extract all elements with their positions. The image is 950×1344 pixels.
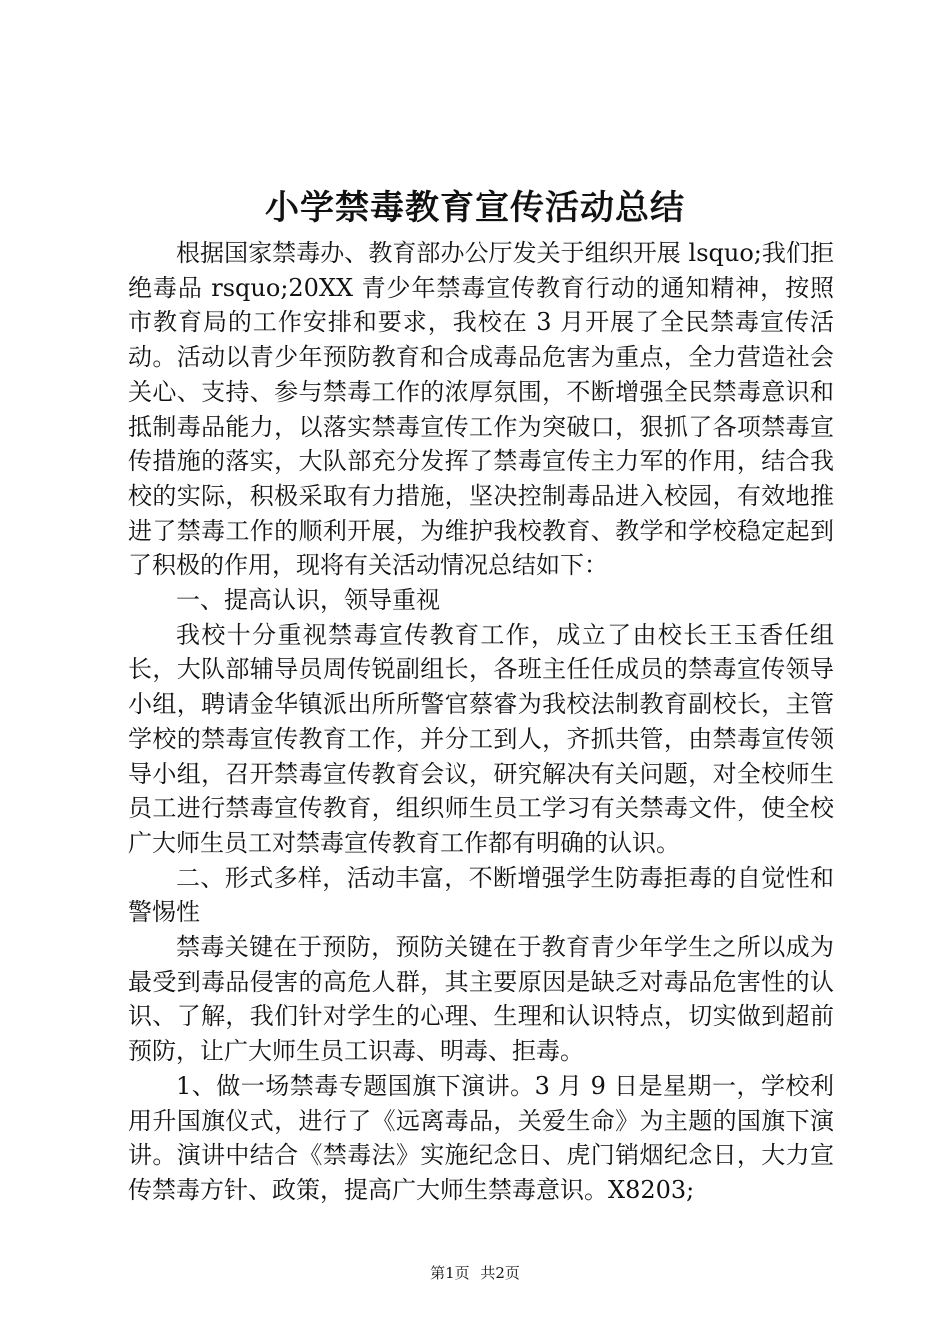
- paragraph-intro: 根据国家禁毒办、教育部办公厅发关于组织开展 lsquo;我们拒绝毒品 rsquo;20XX 青少年禁毒宣传教育行动的通知精神，按照市教育局的工作安排和要求，我校在 3 月开展了全民禁毒宣传活动。活动以青少年预防教育和合成毒品危害为重点，全力营造社会关心、支持、参与禁毒工作的浓厚氛围，不断增强全民禁毒意识和抵制毒品能力，以落实禁毒宣传工作为突破口，狠抓了各项禁毒宣传措施的落实，大队部充分发挥了禁毒宣传主力军的作用，结合我校的实际，积极采取有力措施，坚决控制毒品进入校园，有效地推进了禁毒工作的顺利开展，为维护我校教育、教学和学校稳定起到了积极的作用，现将有关活动情况总结如下：: [128, 239, 834, 580]
- paragraph-item-1: 1、做一场禁毒专题国旗下演讲。3 月 9 日是星期一，学校利用升国旗仪式，进行了《远离毒品，关爱生命》为主题的国旗下演讲。演讲中结合《禁毒法》实施纪念日、虎门销烟纪念日，大力宣传禁毒方针、政策，提高广大师生禁毒意识。X8203;: [128, 1071, 834, 1204]
- paragraph-section-1: 我校十分重视禁毒宣传教育工作，成立了由校长王玉香任组长，大队部辅导员周传锐副组长，各班主任任成员的禁毒宣传领导小组，聘请金华镇派出所所警官蔡睿为我校法制教育副校长，主管学校的禁毒宣传教育工作，并分工到人，齐抓共管，由禁毒宣传领导小组，召开禁毒宣传教育会议，研究解决有关问题，对全校师生员工进行禁毒宣传教育，组织师生员工学习有关禁毒文件，使全校广大师生员工对禁毒宣传教育工作都有明确的认识。: [128, 620, 834, 857]
- section-heading-1: 一、提高认识，领导重视: [176, 586, 440, 615]
- current-page-number: 第1页: [430, 1264, 470, 1282]
- section-heading-2: 二、形式多样，活动丰富，不断增强学生防毒拒毒的自觉性和警惕性: [128, 863, 834, 927]
- paragraph-section-2: 禁毒关键在于预防，预防关键在于教育青少年学生之所以成为最受到毒品侵害的高危人群，其主要原因是缺乏对毒品危害性的认识、了解，我们针对学生的心理、生理和认识特点，切实做到超前预防，让广大师生员工识毒、明毒、拒毒。: [128, 933, 834, 1066]
- page-footer: [0, 1262, 950, 1284]
- total-pages: 共2页: [480, 1264, 520, 1282]
- page-title: 小学禁毒教育宣传活动总结: [265, 188, 685, 228]
- document-body: [128, 236, 834, 1208]
